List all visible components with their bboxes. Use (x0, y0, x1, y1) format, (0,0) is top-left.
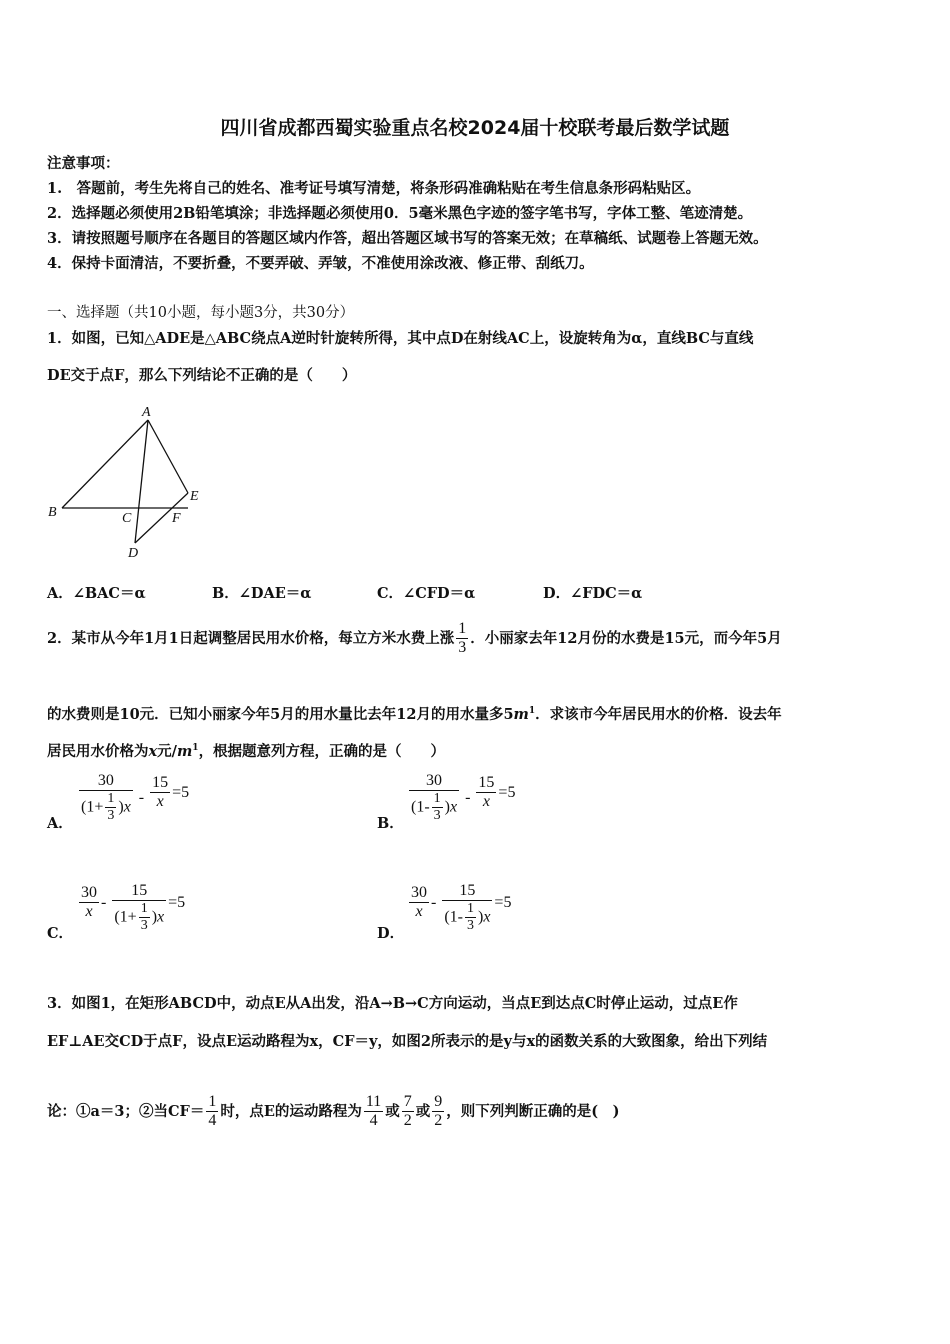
frac-c2 (112, 882, 166, 935)
or-2: 或 (415, 1102, 431, 1120)
x: x (123, 798, 131, 816)
num: 30 (81, 884, 97, 901)
frac-denominator: 3 (458, 639, 467, 657)
q1-line-1: 1．如图，已知△ADE是△ABC绕点A逆时针旋转所得，其中点D在射线AC上，设旋转角为α，直线BC与直线 (47, 330, 754, 347)
equals-five: =5 (494, 894, 512, 911)
num: 11 (365, 1093, 382, 1110)
den: (1- $\frac{1}{3}$ )x (411, 791, 458, 824)
q2-option-d-equation[interactable] (407, 882, 511, 935)
den: x (79, 902, 99, 921)
num: 30 (97, 772, 114, 789)
num: 1 (466, 901, 474, 917)
q1-option-a[interactable]: A．∠BAC＝α (47, 585, 146, 602)
minus-sign: - (424, 798, 430, 816)
q1-option-d[interactable]: D．∠FDC＝α (543, 585, 643, 602)
q3-frac-11-4 (364, 1093, 383, 1131)
den: 2 (434, 1112, 443, 1130)
num: 15 (478, 774, 495, 791)
q2-option-b-equation[interactable] (407, 772, 515, 825)
q2-fraction-one-third (456, 620, 468, 658)
frac-a1 (79, 772, 133, 825)
den: (1+ $\frac{1}{3}$ )x (81, 791, 131, 824)
den: 4 (208, 1112, 217, 1130)
equals-five: =5 (172, 784, 190, 801)
unit-exponent-2: 1 (192, 743, 199, 754)
den: 2 (403, 1112, 412, 1130)
page-title: 四川省成都西蜀实验重点名校2024届十校联考最后数学试题 (220, 117, 730, 139)
q2-line-3 (47, 740, 445, 761)
q3-line-2: EF⊥AE交CD于点F，设点E运动路程为x，CF＝y，如图2所表示的是y与x的函数关系的大致图象，给出下列结 (47, 1033, 768, 1050)
q2-line-3-start: 居民用水价格为 (47, 743, 149, 760)
small-frac (105, 791, 116, 824)
den: (1+ $\frac{1}{3}$ )x (114, 901, 165, 934)
q2-option-c-equation[interactable] (77, 882, 185, 935)
x: x (483, 908, 491, 926)
minus-sign: - (101, 894, 107, 911)
q2-line-2 (47, 703, 782, 724)
x: x (449, 798, 458, 816)
minus-sign: - (457, 908, 463, 926)
q3-frac-1-4 (206, 1093, 218, 1131)
den: 3 (140, 918, 148, 934)
q2-option-c-letter[interactable]: C． (47, 925, 74, 942)
q1-option-b[interactable]: B．∠DAE＝α (212, 585, 312, 602)
q2-option-d-letter[interactable]: D． (377, 925, 405, 942)
den: x (150, 792, 170, 811)
frac-numerator: 1 (458, 620, 467, 637)
den: x (476, 792, 496, 811)
minus-sign: - (465, 788, 471, 806)
notice-item-3: 3．请按照题号顺序在各题目的答题区域内作答，超出答题区域书写的答案无效；在草稿纸、试题卷上答题无效。 (47, 230, 768, 247)
label-d: D (128, 546, 139, 561)
den: x (409, 902, 429, 921)
frac-b2 (476, 774, 496, 812)
q2-line-1-start: 2．某市从今年1月1日起调整居民用水价格，每立方米水费上涨 (47, 629, 455, 647)
x: x (157, 908, 165, 926)
minus-sign: - (138, 788, 145, 806)
q2-line-1-end: ．小丽家去年12月份的水费是15元，而今年5月 (470, 629, 782, 647)
section-heading: 一、选择题（共10小题，每小题3分，共30分） (47, 305, 355, 321)
num: 30 (426, 772, 443, 789)
q2-line-2-start: 的水费则是10元．已知小丽家今年5月的用水量比去年12月的用水量多5 (47, 706, 514, 723)
q2-option-a-equation[interactable] (77, 772, 189, 825)
label-a: A (142, 405, 151, 420)
den: (1- $\frac{1}{3}$ )x (444, 901, 491, 934)
small-frac (139, 901, 150, 934)
label-b: B (48, 505, 57, 520)
q3-frac-7-2 (402, 1093, 414, 1131)
q1-geometry-figure (40, 400, 220, 565)
unit-exponent: 1 (528, 706, 536, 717)
q2-line-1 (47, 620, 782, 658)
plus-sign: + (127, 908, 137, 926)
q3-line-3-start: 论：①a＝3；②当CF＝ (47, 1102, 205, 1120)
frac-d2 (442, 882, 492, 935)
frac-a2 (150, 774, 170, 812)
equals-five: =5 (498, 784, 516, 801)
num: 1 (433, 791, 441, 807)
q2-line-2-end: ．求该市今年居民用水的价格．设去年 (535, 706, 782, 723)
unit-m: m (513, 706, 529, 723)
unit-m-2: m (176, 743, 193, 760)
q2-option-a-letter[interactable]: A． (47, 815, 73, 832)
small-frac (465, 901, 476, 934)
notice-item-2: 2．选择题必须使用2B铅笔填涂；非选择题必须使用0．5毫米黑色字迹的签字笔书写，字体工整、笔迹清楚。 (47, 205, 753, 222)
num: 15 (152, 774, 169, 791)
label-c: C (122, 511, 132, 526)
frac-c1 (79, 884, 99, 922)
notice-heading: 注意事项： (47, 155, 120, 172)
q2-line-3-end: ，根据题意列方程，正确的是（ ） (198, 743, 446, 760)
or-1: 或 (385, 1102, 400, 1120)
num: 30 (411, 884, 427, 901)
num: 1 (140, 901, 148, 917)
notice-item-1: 1. 答题前，考生先将自己的姓名、准考证号填写清楚，将条形码准确粘贴在考生信息条形码粘贴区。 (47, 180, 701, 197)
den: 3 (466, 918, 474, 934)
q3-line-3-end: ，则下列判断正确的是( ) (446, 1102, 620, 1120)
num: 1 (107, 791, 115, 807)
notice-item-4: 4．保持卡面清洁，不要折叠，不要弄破、弄皱，不准使用涂改液、修正带、刮纸刀。 (47, 255, 594, 272)
q3-frac-9-2 (432, 1093, 444, 1131)
q2-option-b-letter[interactable]: B． (377, 815, 404, 832)
q3-line-3-mid: 时，点E的运动路程为 (220, 1102, 362, 1120)
variable-x: x (148, 743, 158, 760)
label-f: F (172, 511, 181, 526)
den: 3 (433, 808, 441, 824)
q1-line-2: DE交于点F，那么下列结论不正确的是（ ） (47, 367, 357, 384)
plus-sign: + (94, 798, 104, 816)
equals-five: =5 (168, 894, 186, 911)
den: 4 (364, 1111, 383, 1130)
q1-option-c[interactable]: C．∠CFD＝α (377, 585, 476, 602)
num: 15 (131, 882, 148, 899)
num: 15 (459, 882, 476, 899)
q3-line-1: 3．如图1，在矩形ABCD中，动点E从A出发，沿A→B→C方向运动，当点E到达点C时停止运动，过点E作 (47, 995, 738, 1012)
label-e: E (190, 489, 199, 504)
num: 1 (208, 1093, 217, 1110)
den: 3 (107, 808, 115, 824)
num: 9 (434, 1093, 443, 1110)
q2-line-3-mid: 元/ (157, 743, 177, 760)
frac-d1 (409, 884, 429, 922)
q3-line-3 (47, 1093, 620, 1131)
num: 7 (403, 1093, 412, 1110)
frac-b1 (409, 772, 459, 825)
minus-sign: - (431, 894, 437, 911)
small-frac (432, 791, 443, 824)
